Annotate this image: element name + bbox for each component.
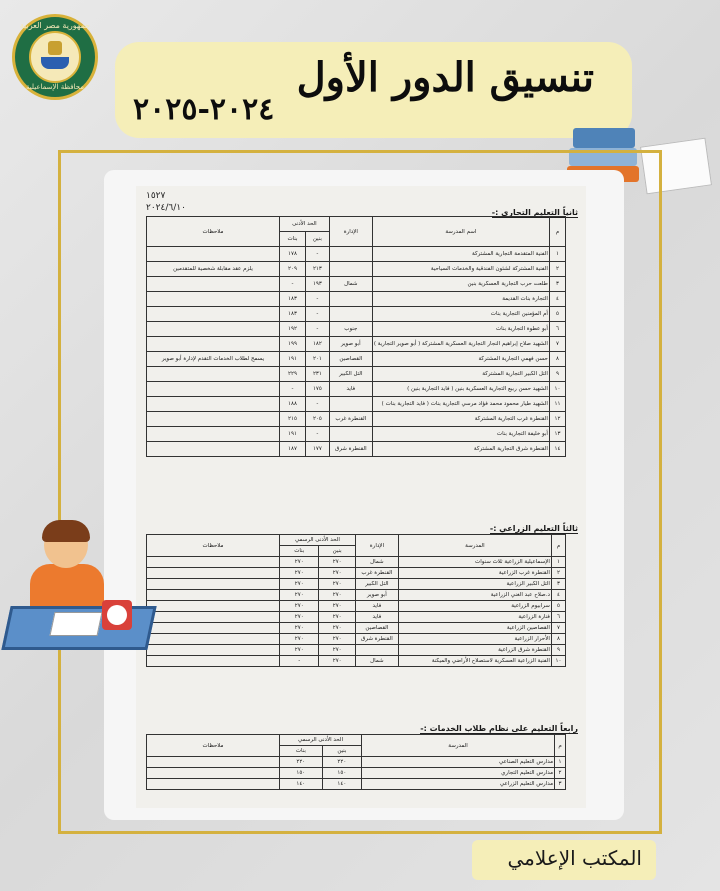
cell-girls: ١٨٣	[280, 292, 306, 307]
cell-admin: فايد	[329, 382, 372, 397]
cell-school: التجارة بنات القديمة	[372, 292, 549, 307]
col-admin: الإدارة	[355, 535, 398, 557]
col-girls: بنات	[280, 546, 319, 557]
cell-note	[147, 277, 280, 292]
table-row	[147, 322, 566, 337]
col-notes: ملاحظات	[147, 217, 280, 247]
page-title: تنسيق الدور الأول	[296, 54, 594, 101]
cell-n: ١٠	[551, 656, 565, 667]
col-girls: بنات	[280, 746, 323, 757]
title-banner	[115, 42, 632, 138]
cell-note	[147, 397, 280, 412]
cell-school: حسن فهمي التجارية المشتركة	[372, 352, 549, 367]
table-row	[147, 352, 566, 367]
cell-girls: ٢٧٠	[280, 557, 319, 568]
col-school: المدرسة	[362, 735, 555, 757]
cell-school: الأحرار الزراعية	[398, 634, 551, 645]
cell-n: ٩	[551, 645, 565, 656]
cell-admin: فايد	[355, 612, 398, 623]
cell-girls: ٢١٥	[280, 412, 306, 427]
col-num: م	[555, 735, 566, 757]
cell-n: ٩	[549, 367, 565, 382]
book-blue	[573, 128, 635, 148]
cell-boys: -	[305, 292, 329, 307]
cell-note	[147, 612, 280, 623]
logo-emblem	[29, 31, 81, 83]
section-services-title: رابعاً التعليم على نظام طلاب الخدمات :-	[420, 724, 578, 733]
cell-school: الفنية المتقدمة التجارية المشتركة	[372, 247, 549, 262]
cell-note	[147, 367, 280, 382]
cell-school: الشهيد صلاح إبراهيم النجار التجارية العسكرية المشتركة ( أبو صوير التجارية )	[372, 337, 549, 352]
cell-n: ٣	[549, 277, 565, 292]
col-girls: بنات	[280, 232, 306, 247]
cell-boys: ١٤٠	[322, 779, 361, 790]
cell-note	[147, 579, 280, 590]
cell-admin	[329, 247, 372, 262]
cell-n: ٦	[549, 322, 565, 337]
cell-girls: ٢٧٠	[280, 623, 319, 634]
table-row	[147, 307, 566, 322]
cell-admin: القنطرة شرق	[355, 634, 398, 645]
cell-n: ١١	[549, 397, 565, 412]
cell-admin: التل الكبير	[329, 367, 372, 382]
cell-girls: ١٨٣	[280, 307, 306, 322]
cell-note	[147, 382, 280, 397]
cell-note	[147, 337, 280, 352]
cell-boys: ١٧٥	[305, 382, 329, 397]
student-illustration	[6, 520, 156, 660]
cell-girls: ١٩٩	[280, 337, 306, 352]
table-row	[147, 590, 566, 601]
kid-hair	[42, 520, 90, 542]
cell-n: ١	[551, 557, 565, 568]
cell-girls: ١٩١	[280, 352, 306, 367]
cell-boys: ٢٣١	[305, 367, 329, 382]
cell-boys: ١٥٠	[322, 768, 361, 779]
cell-admin	[329, 307, 372, 322]
cell-admin: فايد	[355, 601, 398, 612]
col-num: م	[549, 217, 565, 247]
table-row	[147, 579, 566, 590]
cell-n: ١	[555, 757, 566, 768]
media-office-label: المكتب الإعلامي	[507, 846, 642, 870]
cell-note	[147, 768, 280, 779]
table-row	[147, 382, 566, 397]
cell-n: ٦	[551, 612, 565, 623]
table-row	[147, 337, 566, 352]
page-year: ٢٠٢٤-٢٠٢٥	[133, 92, 275, 127]
cell-school: أم المؤمنين التجارية بنات	[372, 307, 549, 322]
col-boys: بنين	[319, 546, 355, 557]
cell-school: القنطرة شرق التجارية المشتركة	[372, 442, 549, 457]
cell-school: مدارس التعليم الزراعي	[362, 779, 555, 790]
col-school: المدرسة	[398, 535, 551, 557]
cell-note	[147, 427, 280, 442]
services-table	[146, 734, 566, 790]
cell-admin	[329, 292, 372, 307]
table-row	[147, 568, 566, 579]
commercial-table	[146, 216, 566, 457]
cell-note	[147, 247, 280, 262]
cell-note	[147, 568, 280, 579]
cell-boys: -	[305, 427, 329, 442]
cell-note	[147, 322, 280, 337]
cell-admin: التل الكبير	[355, 579, 398, 590]
col-num: م	[551, 535, 565, 557]
cell-note	[147, 634, 280, 645]
agri-table	[146, 534, 566, 667]
cell-n: ١٠	[549, 382, 565, 397]
table-row	[147, 367, 566, 382]
cell-girls: ٢٧٠	[280, 568, 319, 579]
logo-bottom-text: محافظة الإسماعيلية	[26, 83, 84, 91]
cell-admin: أبو صوير	[329, 337, 372, 352]
cell-girls: -	[280, 277, 306, 292]
table-row	[147, 442, 566, 457]
table-row	[147, 427, 566, 442]
section-agri-title: ثالثاً التعليم الزراعي :-	[489, 524, 578, 533]
cell-n: ٧	[549, 337, 565, 352]
cell-note	[147, 307, 280, 322]
table-row	[147, 623, 566, 634]
cell-boys: ١٩٣	[305, 277, 329, 292]
scanned-document	[136, 186, 586, 808]
table-row	[147, 634, 566, 645]
cell-boys: -	[305, 397, 329, 412]
table-row	[147, 645, 566, 656]
cell-school: الشهيد حسن ربيع التجارية العسكرية بنين ( فايد التجارية بنين )	[372, 382, 549, 397]
cell-school: فنارة الزراعية	[398, 612, 551, 623]
table-row	[147, 397, 566, 412]
cell-boys: ٢٧٠	[319, 634, 355, 645]
cell-boys: ٢٠١	[305, 352, 329, 367]
cell-boys: ٢٧٠	[319, 645, 355, 656]
col-notes: ملاحظات	[147, 735, 280, 757]
cell-school: القنطرة شرق الزراعية	[398, 645, 551, 656]
cell-girls: ٢٧٠	[280, 634, 319, 645]
cell-n: ٥	[551, 601, 565, 612]
governorate-logo	[12, 14, 98, 100]
cell-n: ٣	[551, 579, 565, 590]
cell-girls: ١٩١	[280, 427, 306, 442]
cell-school: د.صلاح عبد الغني الزراعية	[398, 590, 551, 601]
cell-girls: ١٨٨	[280, 397, 306, 412]
cell-note	[147, 442, 280, 457]
notebook-icon	[49, 612, 102, 636]
cell-school: أبو خليفة التجارية بنات	[372, 427, 549, 442]
cell-admin: شمال	[329, 277, 372, 292]
cell-school: التل الكبير الزراعية	[398, 579, 551, 590]
cell-admin: القنطرة غرب	[329, 412, 372, 427]
col-school: اسم المدرسة	[372, 217, 549, 247]
col-admin: الإدارة	[329, 217, 372, 247]
cell-admin: القصاصين	[329, 352, 372, 367]
cell-note	[147, 757, 280, 768]
cell-girls: ١٤٠	[280, 779, 323, 790]
cell-note: يسمح لطلاب الخدمات التقدم لإدارة أبو صوير	[147, 352, 280, 367]
cell-n: ٨	[551, 634, 565, 645]
table-row	[147, 768, 566, 779]
cell-admin: شمال	[355, 557, 398, 568]
cell-n: ٣	[555, 779, 566, 790]
table-row	[147, 292, 566, 307]
cell-boys: ١٧٧	[305, 442, 329, 457]
cell-girls: ٢٧٠	[280, 601, 319, 612]
col-min: الحد الأدنى الرسمي	[280, 535, 356, 546]
cell-note	[147, 557, 280, 568]
col-boys: بنين	[305, 232, 329, 247]
cell-n: ١٤	[549, 442, 565, 457]
cell-boys: ١٨٢	[305, 337, 329, 352]
cell-admin: القنطرة غرب	[355, 568, 398, 579]
cell-boys: ٢٧٠	[319, 656, 355, 667]
handwritten-date: ٢٠٢٤/٦/١٠	[146, 203, 186, 213]
cell-note	[147, 645, 280, 656]
cell-school: طلعت حرب التجارية العسكرية بنين	[372, 277, 549, 292]
cell-boys: ٢٠٥	[305, 412, 329, 427]
cell-boys: ٢٧٠	[319, 590, 355, 601]
cell-girls: ٢٢٩	[280, 367, 306, 382]
ship-icon	[41, 57, 69, 69]
cell-boys: ٢١٣	[305, 262, 329, 277]
cell-girls: ٢٧٠	[280, 590, 319, 601]
cell-girls: ١٩٢	[280, 322, 306, 337]
cell-n: ٥	[549, 307, 565, 322]
col-notes: ملاحظات	[147, 535, 280, 557]
eagle-icon	[48, 41, 62, 55]
cell-note	[147, 779, 280, 790]
cell-admin	[329, 397, 372, 412]
cell-girls: ١٥٠	[280, 768, 323, 779]
cell-n: ٧	[551, 623, 565, 634]
cell-school: مدارس التعليم الصناعي	[362, 757, 555, 768]
cell-boys: ٢٧٠	[319, 579, 355, 590]
cell-girls: -	[280, 382, 306, 397]
table-row	[147, 601, 566, 612]
cell-school: الشهيد طيار محمود محمد فؤاد مرسي التجارية بنات ( فايد التجارية بنات )	[372, 397, 549, 412]
col-min: الحد الأدنى	[280, 217, 330, 232]
cell-note: يلزم عقد مقابلة شخصية للمتقدمين	[147, 262, 280, 277]
col-min: الحد الأدنى الرسمي	[280, 735, 362, 746]
cell-admin: القنطرة شرق	[329, 442, 372, 457]
cell-girls: ٢٧٠	[280, 645, 319, 656]
cell-girls: ١٧٨	[280, 247, 306, 262]
cell-n: ٢	[555, 768, 566, 779]
table-row	[147, 612, 566, 623]
cell-girls: ٢٧٠	[280, 579, 319, 590]
cell-boys: ٢٧٠	[319, 612, 355, 623]
cell-school: سرابيوم الزراعية	[398, 601, 551, 612]
cell-school: مدارس التعليم التجاري	[362, 768, 555, 779]
cell-school: أبو عطوة التجارية بنات	[372, 322, 549, 337]
cell-n: ٤	[551, 590, 565, 601]
cell-school: الفنية الزراعية العسكرية لاستصلاح الأراضي والميكنة	[398, 656, 551, 667]
cell-boys: -	[305, 307, 329, 322]
cell-admin: أبو صوير	[355, 590, 398, 601]
table-row	[147, 557, 566, 568]
table-row	[147, 412, 566, 427]
cell-girls: -	[280, 656, 319, 667]
table-row	[147, 757, 566, 768]
footer-banner	[472, 840, 656, 880]
cell-boys: ٢٢٠	[322, 757, 361, 768]
cell-boys: ٢٧٠	[319, 623, 355, 634]
handwritten-number: ١٥٢٧	[146, 191, 166, 201]
cell-girls: ٢٧٠	[280, 612, 319, 623]
cell-boys: -	[305, 247, 329, 262]
logo-top-text: جمهورية مصر العربية	[19, 21, 91, 30]
table-row	[147, 262, 566, 277]
table-row	[147, 247, 566, 262]
cell-admin: جنوب	[329, 322, 372, 337]
cell-n: ٨	[549, 352, 565, 367]
cell-n: ٢	[549, 262, 565, 277]
cell-girls: ٢٢٠	[280, 757, 323, 768]
cell-admin	[329, 427, 372, 442]
cell-n: ١	[549, 247, 565, 262]
cell-boys: ٢٧٠	[319, 601, 355, 612]
cell-boys: -	[305, 322, 329, 337]
cell-note	[147, 292, 280, 307]
kid-shirt	[30, 564, 104, 610]
cell-note	[147, 590, 280, 601]
cell-boys: ٢٧٠	[319, 557, 355, 568]
cell-admin: القصاصين	[355, 623, 398, 634]
cell-note	[147, 601, 280, 612]
cell-note	[147, 623, 280, 634]
cell-note	[147, 656, 280, 667]
handwritten-note	[146, 190, 186, 214]
cell-girls: ١٨٧	[280, 442, 306, 457]
cell-admin	[355, 645, 398, 656]
cell-school: الإسماعيلية الزراعية ثلاث سنوات	[398, 557, 551, 568]
cell-n: ٢	[551, 568, 565, 579]
table-row	[147, 779, 566, 790]
cell-n: ١٢	[549, 412, 565, 427]
cell-admin	[329, 262, 372, 277]
col-boys: بنين	[322, 746, 361, 757]
table-row	[147, 277, 566, 292]
cell-school: القنطرة غرب الزراعية	[398, 568, 551, 579]
cell-n: ٤	[549, 292, 565, 307]
cell-girls: ٢٠٩	[280, 262, 306, 277]
table-row	[147, 656, 566, 667]
cell-note	[147, 412, 280, 427]
clock-icon	[102, 600, 132, 630]
cell-school: التل الكبير التجارية المشتركة	[372, 367, 549, 382]
cell-admin: شمال	[355, 656, 398, 667]
cell-school: الفنية المشتركة لشئون الفندقية والخدمات السياحية	[372, 262, 549, 277]
cell-school: القصاصين الزراعية	[398, 623, 551, 634]
cell-boys: ٢٧٠	[319, 568, 355, 579]
section-commercial-title: ثانياً التعليم التجاري :-	[491, 208, 578, 217]
cell-n: ١٣	[549, 427, 565, 442]
cell-school: القنطرة غرب التجارية المشتركة	[372, 412, 549, 427]
